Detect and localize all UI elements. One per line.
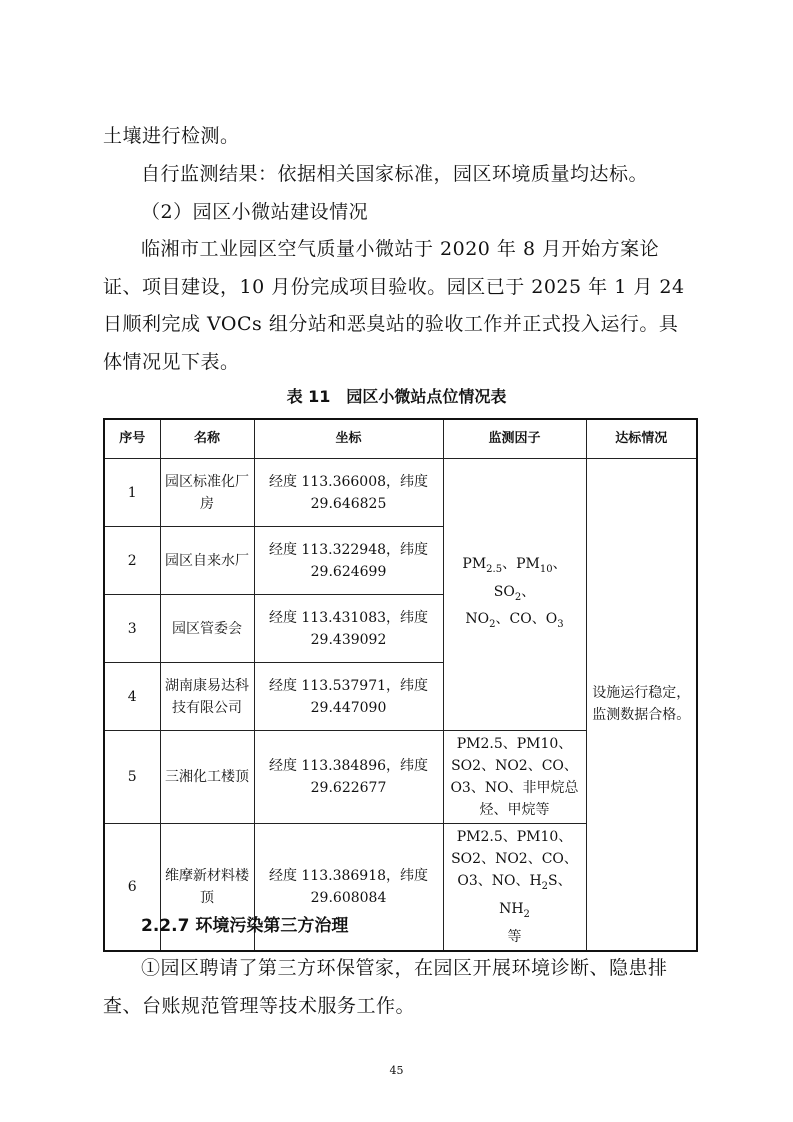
- cell-coord: 经度 113.366008，纬度 29.646825: [254, 459, 443, 527]
- header-name: 名称: [160, 419, 254, 459]
- paragraph-continuation: 土壤进行检测。: [103, 125, 240, 147]
- cell-name: 园区管委会: [160, 595, 254, 663]
- cell-no: 2: [104, 527, 160, 595]
- cell-no: 4: [104, 663, 160, 731]
- cell-coord: 经度 113.431083，纬度 29.439092: [254, 595, 443, 663]
- subheading-micro-station: （2）园区小微站建设情况: [141, 201, 369, 223]
- cell-no: 3: [104, 595, 160, 663]
- cell-factors-row5: PM2.5、PM10、SO2、NO2、CO、O3、NO、非甲烷总烃、甲烷等: [443, 731, 586, 824]
- table-row: [104, 459, 697, 527]
- paragraph-monitoring-result: 自行监测结果：依据相关国家标准，园区环境质量均达标。: [141, 163, 649, 185]
- cell-no: 5: [104, 731, 160, 824]
- cell-name: 园区标准化厂房: [160, 459, 254, 527]
- paragraph-micro-station: 临湘市工业园区空气质量小微站于 2020 年 8 月开始方案论证、项目建设，10 月份完成项目验收。园区已于 2025 年 1 月 24 日顺利完成 VOCs 组分站和恶臭站的验收工作并正式投入运行。具体情况见下表。: [103, 238, 685, 373]
- station-table: [103, 418, 698, 952]
- paragraph-third-party: ①园区聘请了第三方环保管家，在园区开展环境诊断、隐患排查、台账规范管理等技术服务工作。: [103, 957, 668, 1017]
- section-heading: 2.2.7 环境污染第三方治理: [141, 916, 349, 936]
- header-status: 达标情况: [586, 419, 697, 459]
- cell-factors-group: $PM_{2.5}$、$PM_{10}$、$SO_2$、 $NO_2$、CO、$O_3$: [443, 459, 586, 731]
- cell-status: 设施运行稳定，监测数据合格。: [586, 459, 697, 951]
- header-no: 序号: [104, 419, 160, 459]
- cell-coord: 经度 113.322948，纬度 29.624699: [254, 527, 443, 595]
- header-factor: 监测因子: [443, 419, 586, 459]
- cell-no: 6: [104, 824, 160, 951]
- cell-name: 湖南康易达科技有限公司: [160, 663, 254, 731]
- page-number: 45: [389, 1064, 404, 1077]
- cell-name: 三湘化工楼顶: [160, 731, 254, 824]
- cell-no: 1: [104, 459, 160, 527]
- cell-coord: 经度 113.386918，纬度 29.608084: [254, 824, 443, 951]
- cell-factors-row6: PM2.5、PM10、SO2、NO2、CO、O3、NO、$H_2S$、$NH_2$ 等: [443, 824, 586, 951]
- cell-name: 维摩新材料楼顶: [160, 824, 254, 951]
- table-caption: 表 11 园区小微站点位情况表: [286, 387, 507, 406]
- cell-coord: 经度 113.537971，纬度 29.447090: [254, 663, 443, 731]
- table-header-row: [104, 419, 697, 459]
- cell-name: 园区自来水厂: [160, 527, 254, 595]
- header-coord: 坐标: [254, 419, 443, 459]
- cell-coord: 经度 113.384896，纬度 29.622677: [254, 731, 443, 824]
